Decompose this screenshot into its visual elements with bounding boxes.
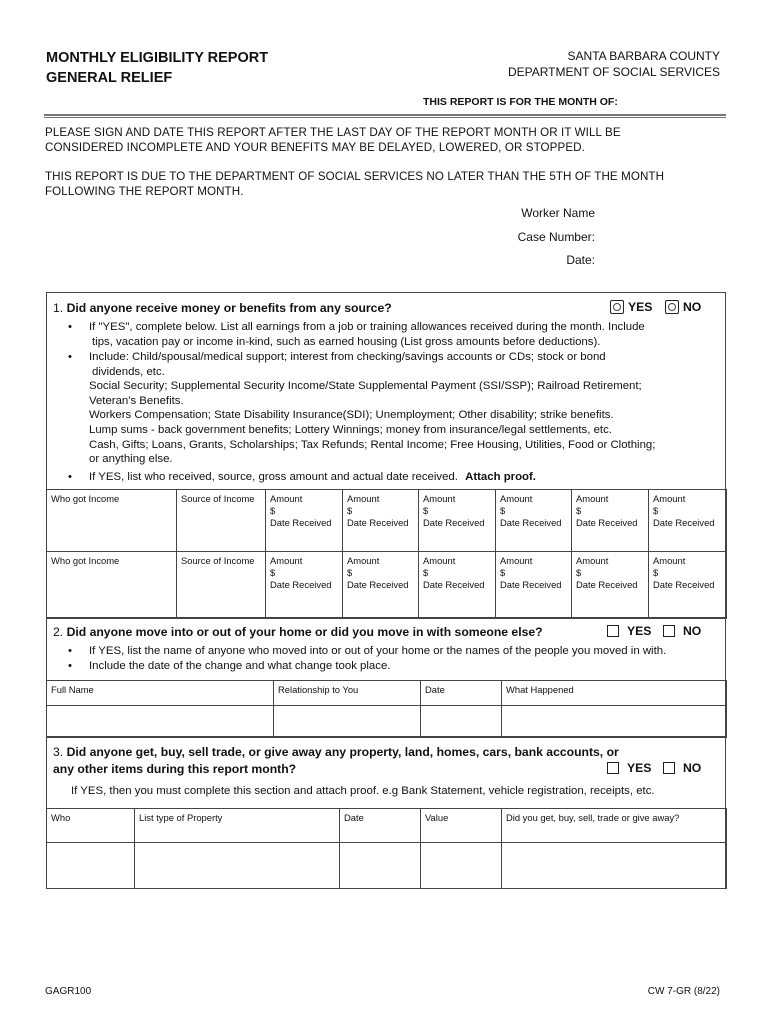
dollar-sign: $ bbox=[500, 567, 506, 578]
amount-label: Amount bbox=[270, 555, 303, 566]
dollar-sign: $ bbox=[576, 567, 582, 578]
dollar-sign: $ bbox=[270, 505, 276, 516]
income-table bbox=[46, 489, 727, 619]
income-amount-cell[interactable] bbox=[419, 552, 496, 619]
property-header bbox=[135, 809, 340, 843]
action-label: Did you get, buy, sell, trade or give away? bbox=[506, 812, 680, 823]
household-table bbox=[46, 680, 727, 738]
amount-label: Amount bbox=[500, 493, 533, 504]
q3-yes-label: YES bbox=[627, 761, 652, 775]
relationship-header bbox=[274, 681, 421, 706]
worker-name-field[interactable] bbox=[600, 204, 725, 220]
table-row bbox=[47, 681, 727, 706]
what-happened-label: What Happened bbox=[506, 684, 574, 695]
sign-instructions-line1: PLEASE SIGN AND DATE THIS REPORT AFTER THE LAST DAY OF THE REPORT MONTH OR IT WILL BE bbox=[45, 126, 621, 139]
due-instructions bbox=[45, 169, 664, 199]
date-received-label: Date Received bbox=[500, 517, 562, 528]
date-received-label: Date Received bbox=[347, 579, 409, 590]
q1-bullet-2-line2: dividends, etc. bbox=[92, 365, 165, 378]
agency-line1: SANTA BARBARA COUNTY bbox=[567, 49, 720, 63]
case-number-label: Case Number: bbox=[517, 230, 595, 244]
q1-bullet-2 bbox=[68, 350, 741, 467]
q2-no-label: NO bbox=[683, 624, 702, 638]
bullet-icon: • bbox=[68, 645, 72, 657]
date-header bbox=[340, 809, 421, 843]
q1-bullet-2-line6: Lump sums - back government benefits; Lottery Winnings; money from insurance/legal settlements, etc. bbox=[89, 423, 612, 436]
q3-no-label: NO bbox=[683, 761, 702, 775]
amount-label: Amount bbox=[270, 493, 303, 504]
bullet-icon: • bbox=[68, 321, 72, 333]
q2-yes-option[interactable] bbox=[607, 624, 651, 638]
q2-question bbox=[53, 625, 543, 639]
amount-label: Amount bbox=[347, 493, 380, 504]
q1-bullet-1 bbox=[68, 320, 741, 349]
amount-label: Amount bbox=[576, 493, 609, 504]
form-title bbox=[46, 48, 268, 88]
agency-name bbox=[508, 48, 720, 80]
table-row bbox=[47, 809, 727, 843]
income-amount-cell[interactable] bbox=[343, 552, 419, 619]
value-cell[interactable] bbox=[421, 843, 502, 889]
table-row bbox=[47, 706, 727, 738]
q1-number: 1. bbox=[53, 301, 64, 315]
q2-bullet-2 bbox=[68, 659, 741, 674]
q1-yes-checkbox[interactable] bbox=[610, 300, 624, 314]
income-amount-cell[interactable] bbox=[266, 490, 343, 552]
q1-bullet-2-line5: Workers Compensation; State Disability Insurance(SDI); Unemployment; Other disability; strike benefits. bbox=[89, 409, 614, 422]
income-who-cell[interactable] bbox=[47, 552, 177, 619]
who-header bbox=[47, 809, 135, 843]
property-table bbox=[46, 808, 727, 889]
dollar-sign: $ bbox=[500, 505, 506, 516]
q1-bullet-3 bbox=[68, 470, 741, 485]
agency-line2: DEPARTMENT OF SOCIAL SERVICES bbox=[507, 65, 720, 79]
what-happened-header bbox=[502, 681, 727, 706]
table-row bbox=[47, 552, 727, 619]
q1-bullet-2-line8: or anything else. bbox=[89, 453, 173, 466]
q1-bullet-1-line2: tips, vacation pay or income in-kind, such as earned housing (List gross amounts before deductions). bbox=[92, 335, 601, 348]
income-source-label: Source of Income bbox=[181, 493, 255, 504]
case-number-field[interactable] bbox=[600, 228, 725, 244]
date-cell[interactable] bbox=[340, 843, 421, 889]
date-cell[interactable] bbox=[421, 706, 502, 738]
income-amount-cell[interactable] bbox=[649, 490, 727, 552]
form-code: CW 7-GR (8/22) bbox=[647, 986, 720, 997]
income-who-cell[interactable] bbox=[47, 490, 177, 552]
full-name-label: Full Name bbox=[51, 684, 94, 695]
date-label: Date bbox=[425, 684, 445, 695]
amount-label: Amount bbox=[653, 493, 686, 504]
bullet-icon: • bbox=[68, 351, 72, 363]
amount-label: Amount bbox=[653, 555, 686, 566]
report-month-label: THIS REPORT IS FOR THE MONTH OF: bbox=[423, 96, 618, 108]
value-header bbox=[421, 809, 502, 843]
income-amount-cell[interactable] bbox=[572, 552, 649, 619]
property-cell[interactable] bbox=[135, 843, 340, 889]
income-who-label: Who got Income bbox=[51, 555, 120, 566]
q3-no-option[interactable] bbox=[663, 761, 701, 775]
worker-name-label: Worker Name bbox=[521, 206, 595, 220]
q3-text-line2: any other items during this report month? bbox=[53, 762, 297, 776]
dollar-sign: $ bbox=[347, 505, 353, 516]
q1-bullet-2-line3: Social Security; Supplemental Security Income/State Supplemental Payment (SSI/SSP); Railroad Retirement; bbox=[89, 380, 642, 393]
q1-question bbox=[53, 301, 392, 315]
q3-number: 3. bbox=[53, 745, 64, 759]
q2-text: Did anyone move into or out of your home or did you move in with someone else? bbox=[66, 625, 543, 639]
income-amount-cell[interactable] bbox=[419, 490, 496, 552]
bullet-icon: • bbox=[68, 660, 72, 672]
income-source-cell[interactable] bbox=[177, 552, 266, 619]
dollar-sign: $ bbox=[653, 567, 659, 578]
amount-label: Amount bbox=[500, 555, 533, 566]
q3-question bbox=[53, 744, 619, 778]
table-row bbox=[47, 843, 727, 889]
q3-yes-checkbox[interactable] bbox=[607, 762, 619, 774]
date-received-label: Date Received bbox=[653, 517, 715, 528]
relationship-cell[interactable] bbox=[274, 706, 421, 738]
q1-no-label: NO bbox=[683, 300, 702, 314]
dollar-sign: $ bbox=[423, 505, 429, 516]
date-received-label: Date Received bbox=[423, 517, 485, 528]
income-amount-cell[interactable] bbox=[572, 490, 649, 552]
amount-label: Amount bbox=[423, 555, 456, 566]
who-cell[interactable] bbox=[47, 843, 135, 889]
q1-bullet-3-text: If YES, list who received, source, gross amount and actual date received. bbox=[89, 471, 458, 483]
q1-text: Did anyone receive money or benefits from any source? bbox=[66, 301, 392, 315]
q1-bullet-2-line4: Veteran's Benefits. bbox=[89, 394, 184, 407]
date-label: Date bbox=[344, 812, 364, 823]
q1-bullet-2-line7: Cash, Gifts; Loans, Grants, Scholarships; Tax Refunds; Rental Income; Free Housing, Utilities, Food or Clothing; bbox=[89, 438, 656, 451]
dollar-sign: $ bbox=[653, 505, 659, 516]
income-who-label: Who got Income bbox=[51, 493, 120, 504]
q1-attach-proof: Attach proof. bbox=[465, 471, 536, 483]
date-field[interactable] bbox=[600, 251, 725, 267]
q3-instruction: If YES, then you must complete this section and attach proof. e.g Bank Statement, vehicle registration, receipts, etc. bbox=[71, 785, 655, 797]
income-amount-cell[interactable] bbox=[496, 490, 572, 552]
form-title-line1: MONTHLY ELIGIBILITY REPORT bbox=[46, 50, 269, 66]
q2-no-option[interactable] bbox=[663, 624, 701, 638]
q2-bullet-2-text: Include the date of the change and what change took place. bbox=[89, 660, 391, 672]
income-amount-cell[interactable] bbox=[649, 552, 727, 619]
income-amount-cell[interactable] bbox=[343, 490, 419, 552]
action-cell[interactable] bbox=[502, 843, 727, 889]
date-received-label: Date Received bbox=[270, 517, 332, 528]
form-id: GAGR100 bbox=[45, 986, 92, 997]
what-happened-cell[interactable] bbox=[502, 706, 727, 738]
due-instructions-line2: FOLLOWING THE REPORT MONTH. bbox=[45, 185, 244, 198]
q3-text-line1: Did anyone get, buy, sell trade, or give away any property, land, homes, cars, bank accounts, or bbox=[66, 745, 619, 759]
q1-yes-label: YES bbox=[628, 300, 653, 314]
property-label: List type of Property bbox=[139, 812, 223, 823]
q2-no-checkbox[interactable] bbox=[663, 625, 675, 637]
income-source-label: Source of Income bbox=[181, 555, 255, 566]
date-label: Date: bbox=[566, 253, 595, 267]
relationship-label: Relationship to You bbox=[278, 684, 359, 695]
q1-yes-option[interactable] bbox=[610, 300, 652, 314]
date-received-label: Date Received bbox=[270, 579, 332, 590]
income-amount-cell[interactable] bbox=[266, 552, 343, 619]
amount-label: Amount bbox=[347, 555, 380, 566]
q1-no-option[interactable] bbox=[665, 300, 701, 314]
date-received-label: Date Received bbox=[576, 579, 638, 590]
bullet-icon: • bbox=[68, 471, 72, 483]
sign-instructions bbox=[45, 125, 621, 155]
date-received-label: Date Received bbox=[500, 579, 562, 590]
amount-label: Amount bbox=[423, 493, 456, 504]
q3-yes-option[interactable] bbox=[607, 761, 651, 775]
dollar-sign: $ bbox=[347, 567, 353, 578]
header-divider bbox=[44, 114, 726, 118]
q1-no-checkbox[interactable] bbox=[665, 300, 679, 314]
q1-bullet-2-line1: Include: Child/spousal/medical support; interest from checking/savings accounts or CDs; stock or bond bbox=[89, 351, 606, 363]
q2-yes-label: YES bbox=[627, 624, 652, 638]
date-received-label: Date Received bbox=[576, 517, 638, 528]
income-amount-cell[interactable] bbox=[496, 552, 572, 619]
sign-instructions-line2: CONSIDERED INCOMPLETE AND YOUR BENEFITS MAY BE DELAYED, LOWERED, OR STOPPED. bbox=[45, 141, 585, 154]
amount-label: Amount bbox=[576, 555, 609, 566]
date-received-label: Date Received bbox=[423, 579, 485, 590]
q1-bullet-1-line1: If "YES", complete below. List all earnings from a job or training allowances received during the month. Include bbox=[89, 321, 645, 333]
q2-number: 2. bbox=[53, 625, 64, 639]
due-instructions-line1: THIS REPORT IS DUE TO THE DEPARTMENT OF SOCIAL SERVICES NO LATER THAN THE 5TH OF THE MONTH bbox=[45, 170, 665, 183]
dollar-sign: $ bbox=[423, 567, 429, 578]
q2-bullet-1 bbox=[68, 644, 741, 659]
form-title-line2: GENERAL RELIEF bbox=[46, 70, 173, 86]
date-received-label: Date Received bbox=[653, 579, 715, 590]
dollar-sign: $ bbox=[270, 567, 276, 578]
report-month-field[interactable] bbox=[640, 94, 724, 108]
who-label: Who bbox=[51, 812, 71, 823]
q2-yes-checkbox[interactable] bbox=[607, 625, 619, 637]
q3-no-checkbox[interactable] bbox=[663, 762, 675, 774]
value-label: Value bbox=[425, 812, 449, 823]
income-source-cell[interactable] bbox=[177, 490, 266, 552]
full-name-header bbox=[47, 681, 274, 706]
q2-bullet-1-text: If YES, list the name of anyone who moved into or out of your home or the names of the people you moved in with. bbox=[89, 645, 667, 657]
table-row bbox=[47, 490, 727, 552]
full-name-cell[interactable] bbox=[47, 706, 274, 738]
date-received-label: Date Received bbox=[347, 517, 409, 528]
action-header bbox=[502, 809, 727, 843]
date-header bbox=[421, 681, 502, 706]
dollar-sign: $ bbox=[576, 505, 582, 516]
